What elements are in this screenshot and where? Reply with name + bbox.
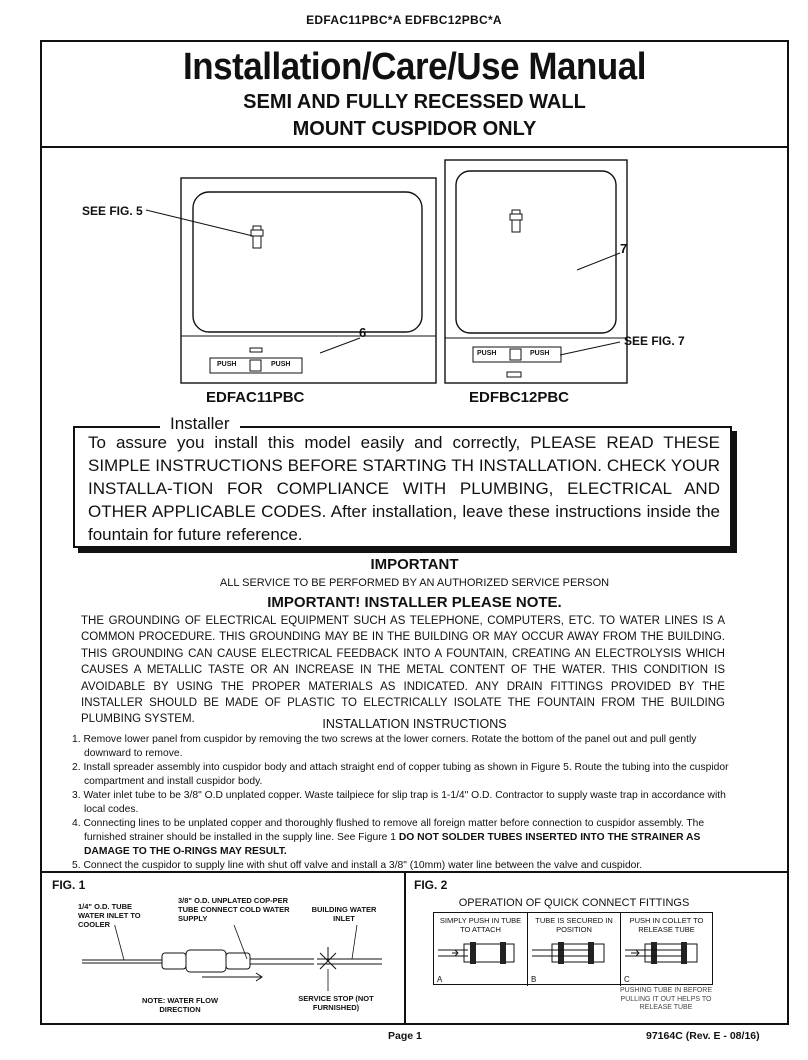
cuspidor-illustration: [40, 150, 789, 415]
see-fig5-label: SEE FIG. 5: [82, 204, 143, 218]
fig1-label: FIG. 1: [52, 878, 86, 892]
instruction-step-3: 3. Water inlet tube to be 3/8" O.D unplated copper. Waste tailpiece for slip trap is 1-1/4" O.D. Contractor to supply waste trap in accordance with local codes.: [72, 790, 726, 815]
push-label-right-a: PUSH: [477, 350, 497, 357]
subtitle-line-1: SEMI AND FULLY RECESSED WALL: [243, 91, 586, 113]
push-label-right-b: PUSH: [530, 350, 550, 357]
see-fig7-label: SEE FIG. 7: [624, 334, 685, 348]
model-numbers-header: EDFAC11PBC*A EDFBC12PBC*A: [306, 13, 502, 27]
document-number: 97164C (Rev. E - 08/16): [646, 1030, 760, 1042]
figures-divider: [404, 871, 406, 1025]
fig2-note: PUSHING TUBE IN BEFORE PULLING IT OUT HELPS TO RELEASE TUBE: [619, 987, 713, 1011]
subtitle-line-2: MOUNT CUSPIDOR ONLY: [292, 118, 537, 140]
fig2-label: FIG. 2: [414, 878, 448, 892]
fig2-panel-c: [621, 913, 712, 986]
title-block: [40, 40, 789, 148]
installer-notice-text: To assure you install this model easily and correctly, PLEASE READ THESE SIMPLE INSTRUCTIONS BEFORE STARTING TH INSTALLATION. CHECK YOUR INSTALLA-TION FOR COMPLIANCE WITH PLUMBING, ELECTRICAL AND OTHER APPLICABLE CODES. After installation, leave these instructions inside the fountain for future reference.: [88, 433, 720, 544]
instruction-step-2: 2. Install spreader assembly into cuspidor body and attach straight end of copper tubing as shown in Figure 5. Route the tubing into the cuspidor compartment and install cuspidor body.: [72, 762, 729, 787]
fig2-title: OPERATION OF QUICK CONNECT FITTINGS: [458, 897, 690, 909]
fig1-flow-note: NOTE: WATER FLOW DIRECTION: [141, 996, 219, 1014]
fig2-panel-a-drawing: [434, 938, 526, 968]
push-label-left-b: PUSH: [271, 361, 291, 368]
instruction-step-5: 5. Connect the cuspidor to supply line with shut off valve and install a 3/8" (10mm) water line between the valve and cuspidor.: [72, 860, 643, 871]
instructions-list: [70, 733, 730, 873]
fig2-panel-c-caption: PUSH IN COLLET TO RELEASE TUBE: [629, 916, 704, 934]
instruction-step-1: 1. Remove lower panel from cuspidor by removing the two screws at the lower corners. Rotate the bottom of the panel out and pull gently downward to remove.: [72, 734, 697, 759]
callout-7: 7: [620, 241, 628, 256]
fig1-building-label: BUILDING WATER INLET: [311, 905, 377, 923]
fig1-copper-label: 3/8" O.D. UNPLATED COP-PER TUBE CONNECT COLD WATER SUPPLY: [178, 896, 290, 923]
page-number: Page 1: [388, 1030, 422, 1042]
fig2-panel-a-caption: SIMPLY PUSH IN TUBE TO ATTACH: [439, 916, 522, 934]
callout-6: 6: [359, 325, 367, 340]
fig2-panel-c-letter: C: [624, 975, 630, 984]
fig1-strainer-diagram: [52, 925, 397, 995]
grounding-paragraph: THE GROUNDING OF ELECTRICAL EQUIPMENT SUCH AS TELEPHONE, COMPUTERS, ETC. TO WATER LINES IS A COMMON PROCEDURE. THIS GROUNDING MAY BE IN THE BUILDING OR MAY OCCUR AWAY FROM THE BUILDING. THIS GROUNDING CAN CAUSE ELECTRICAL FEEDBACK INTO A FOUNTAIN, CREATING AN ELECTROLYSIS WHICH CAUSES A METALLIC TASTE OR AN INCREASE IN THE METAL CONTENT OF THE WATER. THIS CONDITION IS AVOIDABLE BY USING THE PROPER MATERIALS AS INDICATED. ANY DRAIN FITTINGS PROVIDED BY THE INSTALLER SHOULD BE MADE OF PLASTIC TO ELECTRICALLY ISOLATE THE FOUNTAIN FROM THE BUILDING PLUMBING SYSTEM.: [81, 615, 725, 726]
cuspidor-left-drawing: [146, 178, 436, 383]
fig2-panel-b-letter: B: [531, 975, 537, 984]
model-label-right: EDFBC12PBC: [469, 389, 570, 406]
model-label-left: EDFAC11PBC: [206, 389, 305, 406]
fig2-panels: [433, 912, 713, 985]
fig2-panel-b-caption: TUBE IS SECURED IN POSITION: [535, 916, 613, 934]
instruction-step-4-text: 4. Connecting lines to be unplated copper and thoroughly flushed to remove all foreign matter before connection to cuspidor assembly. The furnished strainer should be installed in the supply line. See Figure 1: [72, 818, 705, 843]
fig2-panel-c-drawing: [621, 938, 711, 968]
instructions-heading: INSTALLATION INSTRUCTIONS: [322, 717, 507, 731]
instruction-step-4: [70, 817, 730, 859]
service-note: ALL SERVICE TO BE PERFORMED BY AN AUTHORIZED SERVICE PERSON: [219, 577, 610, 589]
fig2-panel-b-drawing: [528, 938, 620, 968]
important-heading: IMPORTANT: [370, 556, 459, 573]
fig2-panel-a: [434, 913, 528, 986]
installer-heading: Installer: [160, 414, 240, 434]
instruction-step-4-warning: DO NOT SOLDER TUBES INSERTED INTO THE STRAINER AS DAMAGE TO THE O-RINGS MAY RESULT.: [84, 832, 701, 857]
manual-title: Installation/Care/Use Manual: [182, 46, 647, 88]
fig2-panel-a-letter: A: [437, 975, 443, 984]
installer-note-heading: IMPORTANT! INSTALLER PLEASE NOTE.: [267, 594, 562, 611]
fig1-service-stop: SERVICE STOP (NOT FURNISHED): [298, 994, 374, 1012]
fig1-tube-label: 1/4" O.D. TUBE WATER INLET TO COOLER: [78, 902, 141, 929]
fig2-panel-b: [528, 913, 621, 986]
push-label-left-a: PUSH: [217, 361, 237, 368]
